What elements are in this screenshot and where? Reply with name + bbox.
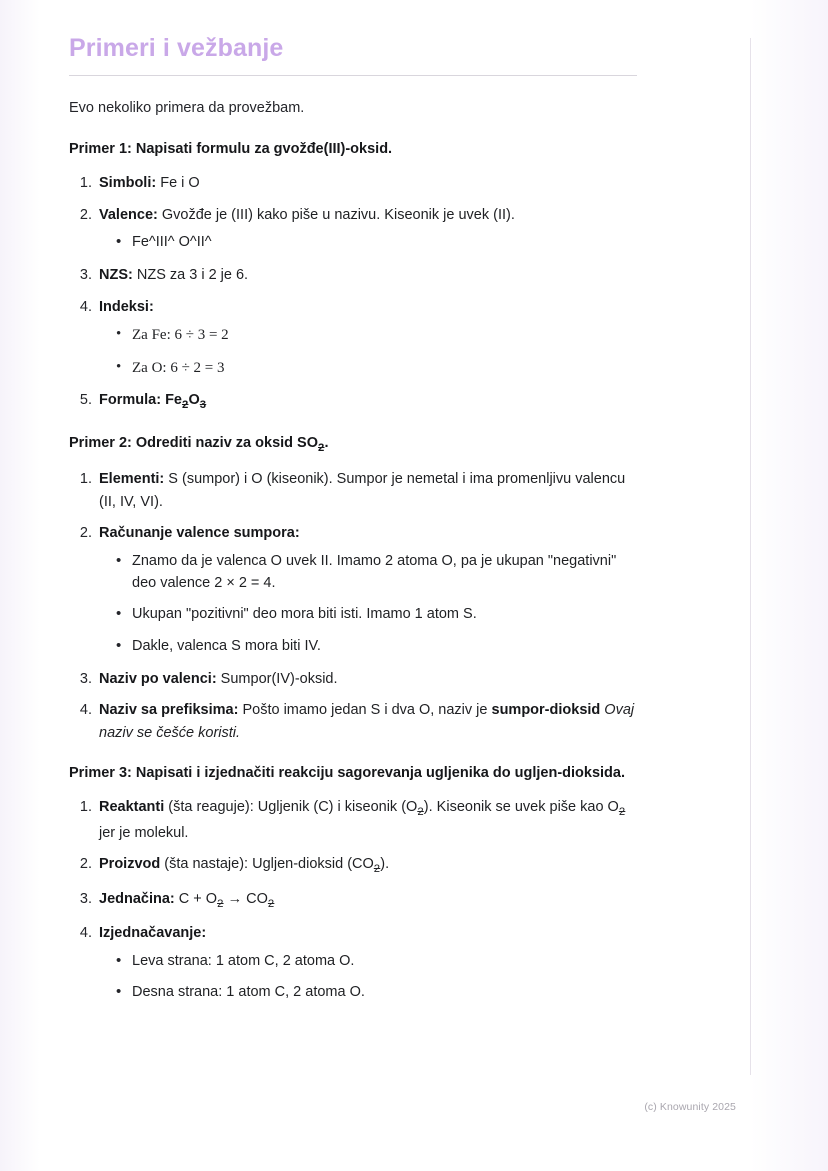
step-label: Formula: [99, 392, 162, 409]
step-label: Jednačina: [99, 890, 175, 907]
list-item [96, 922, 639, 1004]
example-2-heading-prefix: Primer 2: Odrediti naziv za oksid SO [69, 435, 318, 452]
equation-co-subscript: 2 [267, 897, 275, 910]
step-bullets [99, 324, 639, 379]
example-1-steps [69, 172, 639, 414]
page-title: Primeri i vežbanje [69, 34, 284, 62]
step-label: Računanje valence sumpora: [99, 525, 300, 542]
step-label: Naziv sa prefiksima: [99, 702, 239, 719]
list-item: • Znamo da je valenca O uvek II. Imamo 2 atoma O, pa je ukupan "negativni" deo valence 2 × 2 = 4. [120, 551, 639, 595]
list-item: • Za Fe: 6 ÷ 3 = 2 [120, 324, 639, 347]
step-label: NZS: [99, 267, 133, 284]
list-item [96, 888, 639, 913]
step-label: Reaktanti [99, 799, 165, 816]
example-2-heading [69, 432, 639, 457]
chemical-equation [178, 890, 275, 910]
list-item [96, 468, 639, 513]
step-text: (šta nastaje): Ugljen-dioksid $(CO_2)$. [160, 856, 390, 876]
equation-c: C [178, 890, 190, 907]
list-item: • Za O: 6 ÷ 2 = 3 [120, 357, 639, 380]
step-text: Gvožđe je (III) kako piše u nazivu. Kiseonik je uvek (II). [157, 206, 515, 223]
step-label: Simboli: [99, 175, 157, 192]
example-2-heading-suffix: . [324, 435, 329, 452]
list-item [96, 389, 639, 414]
equation-o-subscript: 2 [217, 897, 224, 910]
copyright-footer: (c) Knowunity 2025 [644, 1101, 736, 1113]
list-item [96, 668, 639, 690]
list-item [96, 796, 639, 844]
formula-subscript-3: 3 [199, 398, 207, 411]
list-item: • Fe^III^ O^II^ [120, 232, 639, 254]
list-item [96, 522, 639, 657]
list-item [96, 264, 639, 286]
list-item [96, 204, 639, 254]
intro-paragraph: Evo nekoliko primera da provežbam. [69, 99, 305, 116]
list-item [96, 853, 639, 878]
list-item: • Leva strana: 1 atom C, 2 atoma O. [120, 951, 639, 973]
document-content [69, 34, 639, 1022]
step-label: Elementi: [99, 471, 165, 488]
example-1-heading: Primer 1: Napisati formulu za gvožđe(III)-oksid. [69, 141, 393, 158]
example-3-heading: Primer 3: Napisati i izjednačiti reakciju sagorevanja ugljenika do ugljen-dioksida. [69, 765, 626, 782]
right-gradient-band [750, 0, 828, 1171]
step-text: Sumpor(IV)-oksid. [216, 670, 338, 687]
step-label: Indeksi: [99, 298, 154, 315]
equation-plus: + [193, 890, 202, 907]
step-bold-tail: sumpor-dioksid [491, 702, 601, 719]
example-2-heading-subscript: 2 [318, 442, 325, 455]
step-italic-note: Ovaj naziv se češće koristi. [99, 702, 635, 741]
step-label: Proizvod [99, 856, 161, 873]
formula-subscript-2: 2 [181, 398, 189, 411]
step-bullets [99, 232, 639, 254]
step-label: Valence: [99, 206, 158, 223]
left-gradient-band [0, 0, 40, 1171]
example-2-steps [69, 468, 639, 744]
list-item [96, 699, 639, 744]
list-item: • Desna strana: 1 atom C, 2 atoma O. [120, 982, 639, 1004]
equation-arrow: → [227, 890, 243, 907]
list-item: • Ukupan "pozitivni" deo mora biti isti. Imamo 1 atom S. [120, 604, 639, 626]
step-text: (šta reaguje): Ugljenik (C) i kiseonik $(O_2)$. Kiseonik se uvek piše kao $O_2$ jer je molekul. [99, 799, 626, 841]
step-text: Fe i O [156, 175, 200, 192]
step-bullets [99, 951, 639, 1005]
list-item [96, 296, 639, 379]
step-text: S (sumpor) i O (kiseonik). Sumpor je nemetal i ima promenljivu valencu (II, IV, VI). [99, 471, 626, 510]
step-label: Izjednačavanje: [99, 925, 207, 942]
equation-o: O [205, 890, 218, 907]
list-item [96, 172, 639, 194]
step-text: Pošto imamo jedan S i dva O, naziv je [238, 702, 492, 719]
formula-element-fe: Fe [165, 392, 182, 409]
right-vertical-rule [750, 38, 751, 1075]
step-label: Naziv po valenci: [99, 670, 217, 687]
equation-co: CO [246, 890, 268, 907]
step-text: NZS za 3 i 2 je 6. [132, 267, 249, 284]
title-divider [69, 75, 637, 76]
example-3-steps [69, 796, 639, 1004]
formula-element-o: O [188, 392, 200, 409]
step-bullets [99, 551, 639, 658]
formula-result [165, 392, 207, 411]
list-item: • Dakle, valenca S mora biti IV. [120, 636, 639, 658]
